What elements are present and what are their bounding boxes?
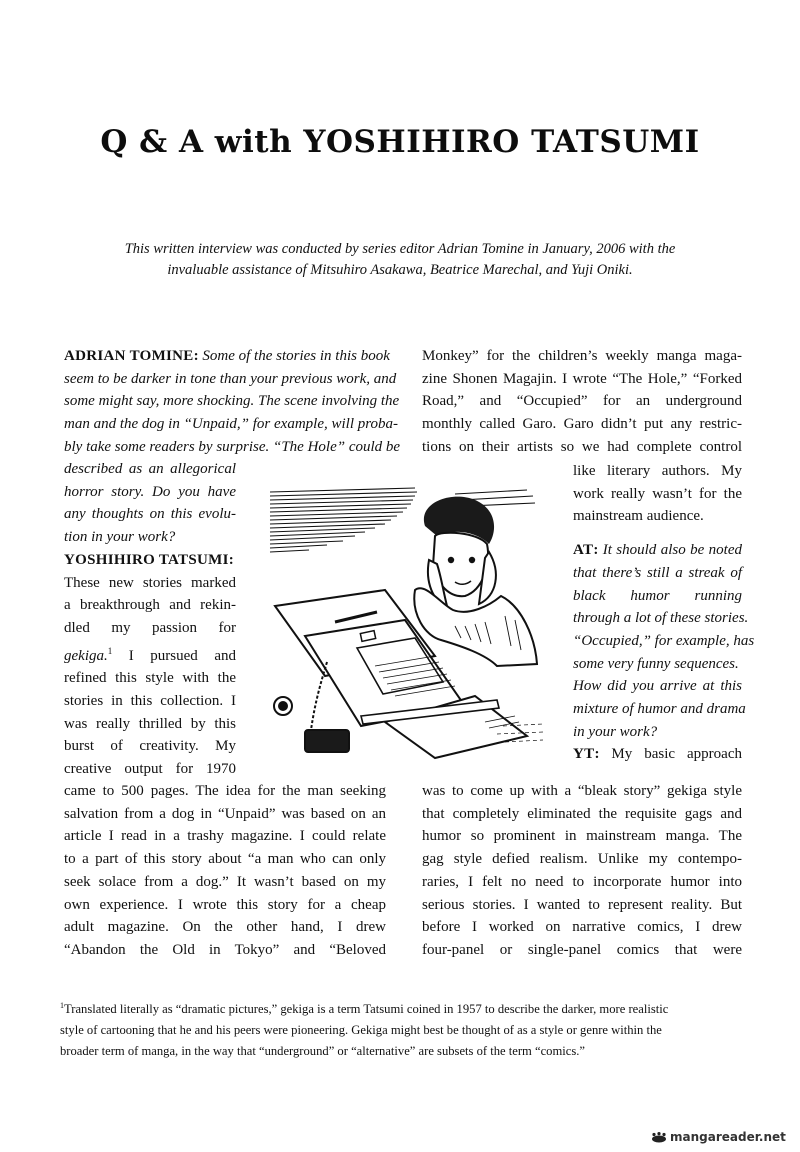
text-line: was to come up with a “bleak story” gekiga style: [422, 783, 742, 799]
text-line: raries, I felt no need to incorporate humor into: [422, 873, 742, 890]
speaker-label: YOSHIHIRO TATSUMI: [64, 551, 229, 568]
right-column-top: [422, 345, 742, 459]
text-line: dled my passion for: [64, 619, 236, 636]
text-line: tion in your work?: [64, 529, 176, 546]
text-line: [64, 640, 236, 668]
right-column-narrow: [573, 460, 755, 766]
text-line: any thoughts on this evolu-: [64, 506, 236, 523]
text-line: stories in this collection. I: [64, 693, 236, 710]
intro-line: invaluable assistance of Mitsuhiro Asakawa, Beatrice Marechal, and Yuji Oniki.: [167, 262, 633, 278]
text-line: refined this style with the: [64, 670, 236, 687]
right-column-bottom: [422, 780, 742, 962]
text-line: that there’s still a streak of: [573, 564, 742, 581]
text-line: mixture of humor and drama: [573, 701, 746, 718]
text-line: black humor running: [573, 587, 742, 604]
text-line: like literary authors. My: [573, 463, 742, 479]
speaker-label: AT: [573, 542, 594, 559]
text-line: some might say, more shocking. The scene involving the: [64, 393, 400, 410]
text-line: How did you arrive at this: [573, 678, 742, 695]
question-text: It should also be noted: [602, 542, 743, 559]
text-line: AT: It should also be noted: [573, 542, 743, 559]
text-line: Road,” and “Occupied” for an underground: [422, 393, 742, 410]
text-line: tions on their artists so we had complete control: [422, 438, 742, 455]
text-line: was really thrilled by this: [64, 715, 236, 732]
text-fragment: I pursued and: [112, 647, 236, 664]
text-line: described as an allegorical: [64, 461, 236, 477]
question-text: Some of the stories in this book: [202, 348, 390, 364]
text-line: four-panel or single-panel comics that were: [422, 941, 742, 958]
text-line: salvation from a dog in “Unpaid” was based on an: [64, 805, 386, 822]
footnote-marker: 1: [60, 1001, 64, 1010]
text-line: YT: My basic approach: [573, 746, 742, 763]
intro-paragraph: [120, 239, 680, 281]
page-title: Q & A with YOSHIHIRO TATSUMI: [100, 124, 700, 160]
paragraph-gap: [573, 528, 742, 539]
background-hatching: [270, 488, 535, 552]
text-line: article I read in a trashy magazine. I could relate: [64, 828, 386, 845]
footnote-text: Translated literally as “dramatic pictures,” gekiga is a term Tatsumi coined in 1957 to describe the darker, more realistic: [64, 1002, 669, 1017]
text-line: humor so prominent in mainstream manga. The: [422, 828, 742, 845]
footnote-line: [60, 995, 750, 1020]
text-line: came to 500 pages. The idea for the man seeking: [64, 783, 386, 799]
text-line: gag style defied realism. Unlike my contempo-: [422, 851, 742, 868]
left-column-narrow: [64, 458, 236, 781]
footnote-marker: 1: [107, 645, 113, 656]
text-line: seem to be darker in tone than your previous work, and: [64, 370, 397, 387]
text-line: that completely eliminated the requisite gags and: [422, 805, 742, 822]
site-watermark: [650, 1130, 786, 1144]
text-line: own experience. I wrote this story for a cheap: [64, 896, 386, 913]
text-line: a breakthrough and rekin-: [64, 597, 236, 614]
watermark-text: mangareader.net: [670, 1130, 786, 1144]
text-line: serious stories. I wanted to represent reality. But: [422, 896, 742, 913]
text-line: before I worked on narrative comics, I drew: [422, 919, 742, 936]
text-line: mainstream audience.: [573, 508, 704, 525]
text-line: to a part of this story about “a man who can only: [64, 851, 386, 868]
text-line: YOSHIHIRO TATSUMI:: [64, 551, 234, 568]
left-column-bottom: [64, 780, 386, 962]
text-line: seek solace from a dog.” It wasn’t based on my: [64, 873, 386, 890]
text-line: bly take some readers by surprise. “The Hole” could be: [64, 438, 401, 455]
text-line: some very funny sequences.: [573, 655, 739, 672]
text-line: creative output for 1970: [64, 761, 236, 778]
text-line: in your work?: [573, 723, 658, 740]
manga-artist-illustration: [265, 486, 545, 764]
text-line: Monkey” for the children’s weekly manga maga-: [422, 348, 742, 364]
term-gekiga: gekiga.: [64, 647, 108, 664]
text-line: man and the dog in “Unpaid,” for example, will proba-: [64, 416, 399, 433]
text-line: horror story. Do you have: [64, 483, 236, 500]
text-line: “Occupied,” for example, has: [573, 632, 755, 649]
paw-logo-icon: [650, 1132, 668, 1143]
text-line: burst of creativity. My: [64, 738, 236, 755]
left-column-top: [64, 345, 401, 459]
text-line: monthly called Garo. Garo didn’t put any restric-: [422, 416, 742, 433]
text-line: through a lot of these stories.: [573, 610, 749, 627]
text-line: “Abandon the Old in Tokyo” and “Beloved: [64, 941, 386, 958]
text-line: zine Shonen Magajin. I wrote “The Hole,” “Forked: [422, 370, 742, 387]
intro-line: This written interview was conducted by series editor Adrian Tomine in January, 2006 with the: [124, 241, 676, 257]
footnote: [60, 995, 750, 1062]
speaker-label: ADRIAN TOMINE: [64, 348, 194, 364]
footnote-line: broader term of manga, in the way that “underground” or “alternative” are subsets of the term “comics.”: [60, 1044, 585, 1059]
answer-text: My basic approach: [611, 746, 742, 763]
text-line: These new stories marked: [64, 574, 236, 591]
speaker-label: YT: [573, 746, 595, 763]
text-line: work really wasn’t for the: [573, 485, 742, 502]
text-line: ADRIAN TOMINE: Some of the stories in this book: [64, 348, 390, 364]
text-line: adult magazine. On the other hand, I drew: [64, 919, 386, 936]
footnote-line: style of cartooning that he and his peers were pioneering. Gekiga might best be thought of as a style or genre within the: [60, 1023, 662, 1038]
